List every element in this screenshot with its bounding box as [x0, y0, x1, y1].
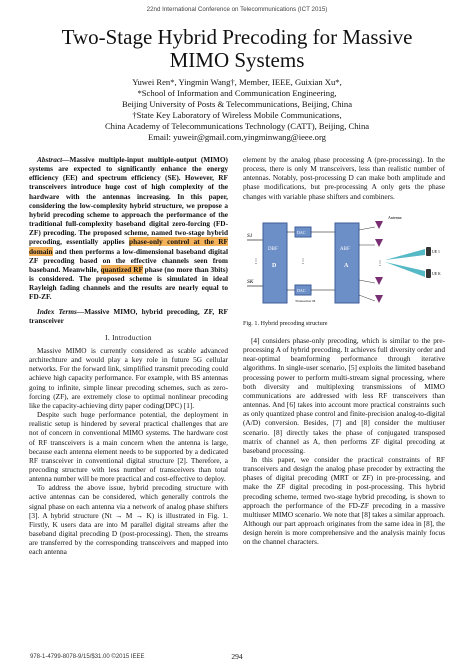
ue-label: UE 1: [432, 249, 440, 254]
affiliation-line: *School of Information and Communication Engineering,: [137, 88, 337, 98]
beam: [385, 249, 425, 260]
dac-label: DAC: [297, 287, 306, 293]
highlight: phase-only control at the RF domain: [29, 237, 228, 256]
antenna-icon: [375, 295, 383, 303]
beam: [385, 262, 425, 277]
transceiver-label: Transceiver M: [295, 298, 316, 303]
figure-hybrid-precoding: [243, 205, 445, 317]
phone-icon: [426, 247, 431, 256]
body-paragraph: To address the above issue, hybrid precoding structure with active antennas can be considered, which generally controls the signal phase on each antenna via a network of analog phase shifters [3]. A hybrid structure (Nt → M → K) is illustrated in Fig. 1. Firstly, K users data are into M parallel digital streams after the baseband digital precoding D (post-processing). Then, the streams are transferred by the corresponding transceivers and mapped into each antenna: [29, 483, 228, 557]
phone-icon: [426, 269, 431, 278]
abstract-text: —Massive multiple-input multiple-output (MIMO) systems are expected to significantly enhance the energy efficiency (EE) and spectrum efficiency (SE). However, RF transceivers introduce huge cost of high complexity of the hardware with the antennas increasing. In this paper, considering the low-complexity hybrid structure, we propose a hybrid precoding scheme to approach the performance of the traditional full-complexity baseband digital zero-forcing (FD-ZF) precoding. The proposed scheme, named two-stage hybrid precoding, essentially applies: [29, 155, 228, 247]
antenna-feed: [359, 227, 375, 230]
affiliation-line: China Academy of Telecommunications Technology (CATT), Beijing, China: [104, 121, 370, 131]
a-label: A: [344, 262, 349, 269]
body-paragraph: In this paper, we consider the practical constraints of RF transceivers and design the analog phase precoder by extracting the phases of digital precoding (MRT or ZF) in pre-processing, and make the ZF digital precoding in post-processing. This hybrid precoding scheme, termed two-stage hybrid precoding, is shown to approach the performance of the FD-ZF precoding in a massive multiuser MIMO scenario. We note that [8] takes a similar approach. Although our part approach originates from the same idea in [8], the design herein is more comprehensive and the analysis mainly focus on the channel characters.: [243, 454, 445, 547]
index-terms: [29, 307, 228, 325]
affiliation-line: †State Key Laboratory of Wireless Mobile Communications,: [132, 110, 342, 120]
isbn-footer: 978-1-4799-8078-9/15/$31.00 ©2015 IEEE: [30, 654, 145, 660]
body-paragraph: Despite such huge performance potential, the deployment in realistic setup is hindered by several practical challenges that are not of concern in conventional MIMO systems. The hardware cost of RF transceivers is a main concern when the antenna is large, because each antenna element needs to be supported by a dedicated RF transceiver in conventional digital structure [2]. Therefore, a precoding structure with less number of transceivers than total antenna number will be more practical and cost-effective to deploy.: [29, 410, 228, 484]
ellipsis: ⋮: [253, 258, 259, 265]
author-block: [30, 77, 444, 143]
index-terms-text: —Massive MIMO, hybrid precoding, ZF, RF transceiver: [29, 306, 228, 325]
body-paragraph: Massive MIMO is currently considered as scable advanced architechture and would play a key role in future 5G cellular networks. For the forward link, simplified transmit precoding could achieve high capacity performance. For example, with BS antennas going to infinite, simple linear precoding schemes, such as zero-forcing (ZF), are extremely close to optimal nonlinear precoding like the capacity-achieving dirty paper coding(DPC) [1].: [29, 345, 228, 410]
antenna-label: Antenna: [388, 214, 402, 220]
left-column: [29, 155, 228, 557]
input-label-bottom: SK: [247, 278, 254, 285]
section-heading: I. Introduction: [105, 332, 152, 342]
page-number: 294: [231, 652, 243, 661]
right-column: [243, 155, 445, 547]
highlight: quantized RF: [100, 264, 143, 274]
ellipsis: ⋮: [300, 258, 306, 265]
email-line: Email: yuweir@gmail.com,yingminwang@ieee.org: [148, 132, 326, 142]
abf-label: ABF: [340, 246, 350, 252]
d-label: D: [272, 262, 277, 269]
antenna-feed: [359, 280, 375, 283]
author-line: Yuwei Ren*, Yingmin Wang†, Member, IEEE, Guixian Xu*,: [132, 77, 342, 87]
dbf-label: DBF: [268, 246, 278, 252]
ellipsis: ⋮: [377, 260, 383, 267]
paper-title: Two-Stage Hybrid Precoding for Massive MIMO Systems: [61, 25, 413, 72]
antenna-icon: [375, 239, 383, 247]
abstract-text: phase (no more than 3bits) is considered. The proposed scheme is simulated in ideal Rayleigh fading channels and the results are nearly equal to FD-ZF.: [29, 264, 228, 302]
abstract-label: Abstract: [37, 155, 63, 164]
conference-header: 22nd International Conference on Telecommunications (ICT 2015): [146, 6, 328, 13]
antenna-icon: [375, 221, 383, 229]
input-label-top: S1: [247, 232, 253, 239]
figure-caption: Fig. 1. Hybrid precoding structure: [243, 319, 328, 327]
body-paragraph: [4] considers phase-only precoding, which is similar to the pre-processing A of hybrid precoding. It achieves full diversity order and near-optimal beamforming performance through iterative algorithms. In single-user scenario, [5] exploits the limited baseband processing power to perform multi-stream signal processing, where both diversity and multiplexing transmissions of MIMO communications are addressed with less RF transceivers than antennas. And [6] takes into account more practical constraints such as only quantized phase control and finite-precision analog-to-digital (A/D) conversion. Besides, [7] and [8] consider the multiuser scenario. [8] directly takes the phase of conjugated transposed matrix of channel as A, then performs ZF digital precoding at baseband processing.: [243, 335, 445, 455]
dac-label: DAC: [297, 229, 306, 235]
antenna-feed: [359, 295, 375, 301]
hybrid-precoding-diagram: [243, 205, 445, 317]
index-terms-label: Index Terms: [37, 306, 77, 316]
antenna-icon: [375, 277, 383, 285]
body-paragraph: element by the analog phase processing A (pre-processing). In the process, there is only M transceivers, less than realistic number of antennas. Notably, post-processing D can make both amplitude and phase modifications, but pre-processing A only gets the phase changes with variable phase shifters and combiners.: [243, 155, 445, 201]
affiliation-line: Beijing University of Posts & Telecommunications, Beijing, China: [121, 99, 353, 109]
abstract: [29, 155, 228, 302]
ue-label: UE K: [432, 271, 441, 276]
abstract-text: and then performs a low-dimensional baseband digital ZF precoding based on the effective channels seen from baseband. Meanwhile,: [29, 246, 228, 274]
